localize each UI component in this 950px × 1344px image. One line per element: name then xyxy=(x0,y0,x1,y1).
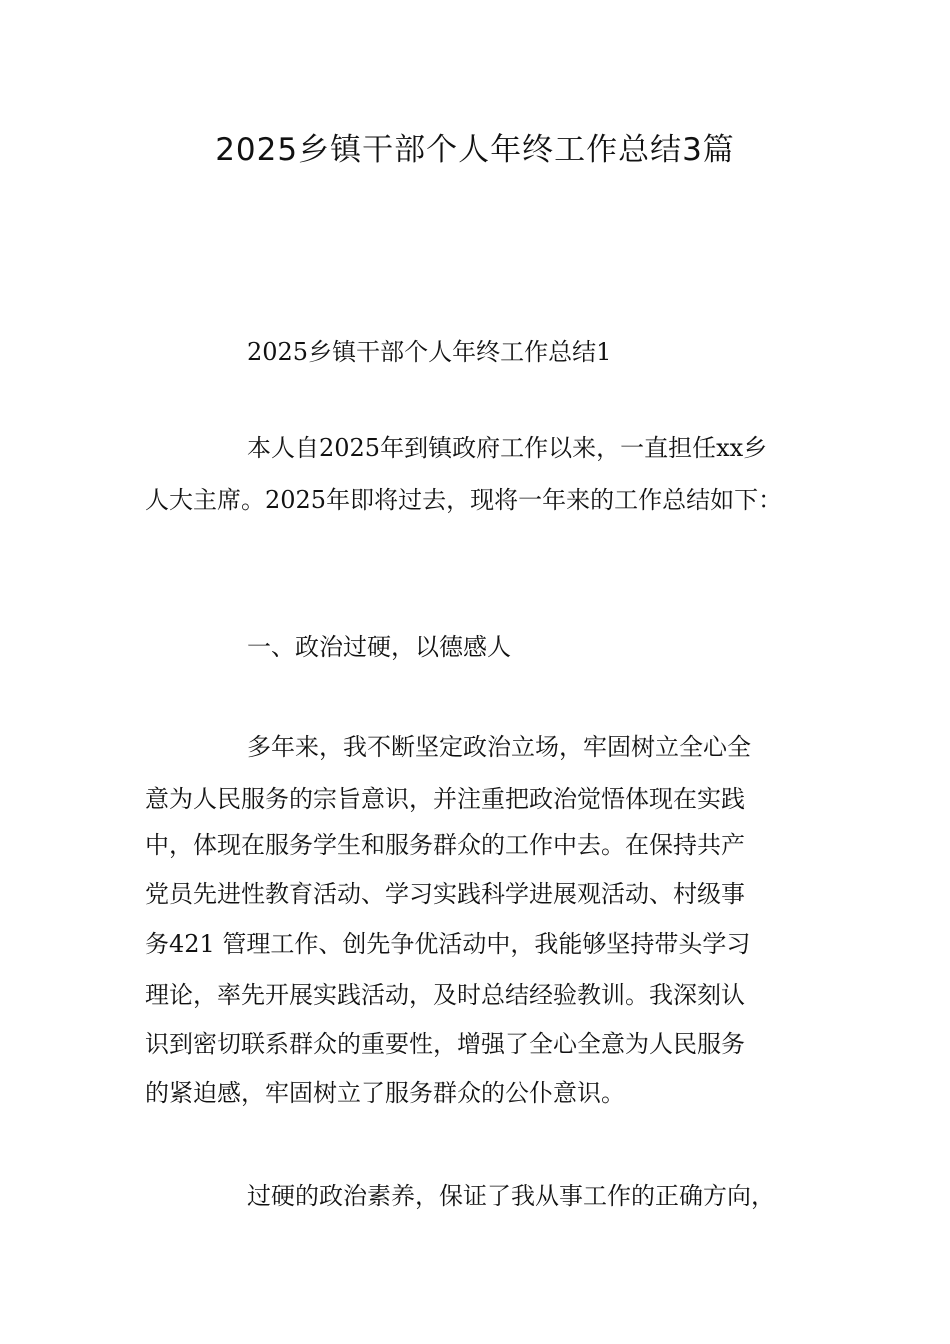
paragraph-line: 意为人民服务的宗旨意识，并注重把政治觉悟体现在实践 xyxy=(145,785,745,813)
paragraph-line: 的紧迫感，牢固树立了服务群众的公仆意识。 xyxy=(145,1079,625,1107)
paragraph-line: 多年来，我不断坚定政治立场，牢固树立全心全 xyxy=(247,733,751,761)
document-title: 2025乡镇干部个人年终工作总结3篇 xyxy=(215,132,735,168)
paragraph-line: 党员先进性教育活动、学习实践科学进展观活动、村级事 xyxy=(145,880,745,908)
subheading-line: 一、政治过硬，以德感人 xyxy=(247,633,511,661)
paragraph-line: 识到密切联系群众的重要性，增强了全心全意为人民服务 xyxy=(145,1030,745,1058)
paragraph-line: 过硬的政治素养，保证了我从事工作的正确方向， xyxy=(247,1182,775,1210)
paragraph-line: 中，体现在服务学生和服务群众的工作中去。在保持共产 xyxy=(145,831,745,859)
paragraph-line: 理论，率先开展实践活动，及时总结经验教训。我深刻认 xyxy=(145,981,745,1009)
paragraph-line: 人大主席。2025年即将过去，现将一年来的工作总结如下： xyxy=(145,486,783,514)
paragraph-line: 本人自2025年到镇政府工作以来，一直担任xx乡 xyxy=(247,434,768,462)
paragraph-line: 务421 管理工作、创先争优活动中，我能够坚持带头学习 xyxy=(145,930,751,958)
section-heading: 2025乡镇干部个人年终工作总结1 xyxy=(247,338,612,366)
